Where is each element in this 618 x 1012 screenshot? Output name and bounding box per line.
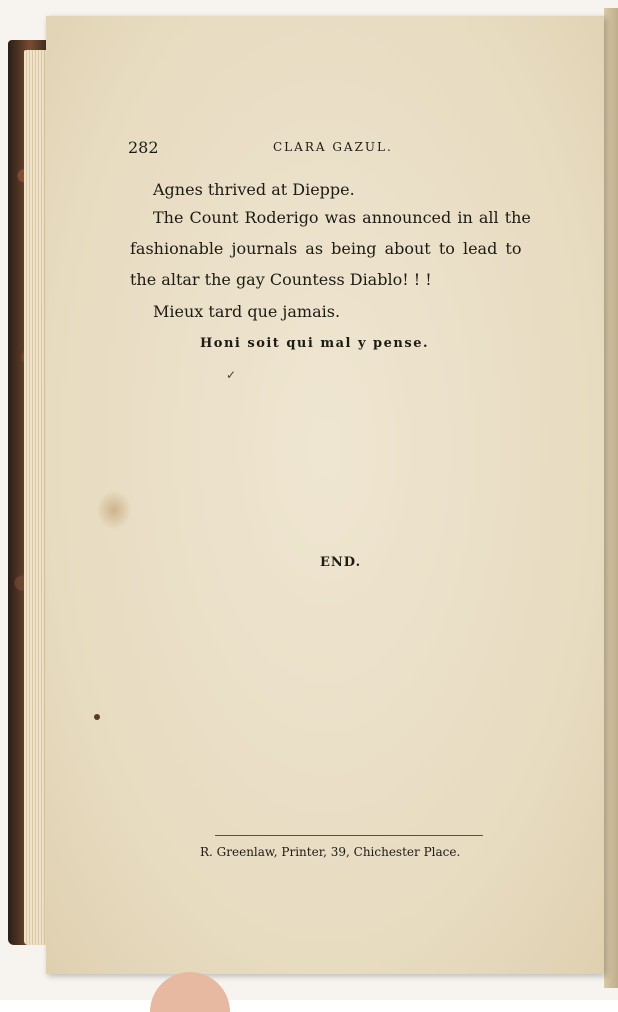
text-line: the altar the gay Countess Diablo! ! !: [130, 270, 432, 289]
text-line: The Count Roderigo was announced in all the: [153, 208, 531, 227]
end-mark: END.: [320, 555, 362, 570]
text-line: Mieux tard que jamais.: [153, 302, 341, 321]
page-number: 282: [128, 138, 159, 157]
foxing-stain: [96, 490, 132, 530]
printer-imprint: R. Greenlaw, Printer, 39, Chichester Place.: [200, 845, 461, 859]
ink-spot: [94, 714, 100, 720]
text-line: Agnes thrived at Dieppe.: [153, 180, 355, 199]
running-title: CLARA GAZUL.: [273, 140, 393, 154]
motto: Honi soit qui mal y pense.: [200, 336, 429, 351]
imprint-rule: [215, 835, 483, 836]
running-head: [128, 138, 528, 160]
text-line: fashionable journals as being about to lead to: [130, 239, 522, 258]
pencil-mark: ✓: [226, 368, 237, 382]
